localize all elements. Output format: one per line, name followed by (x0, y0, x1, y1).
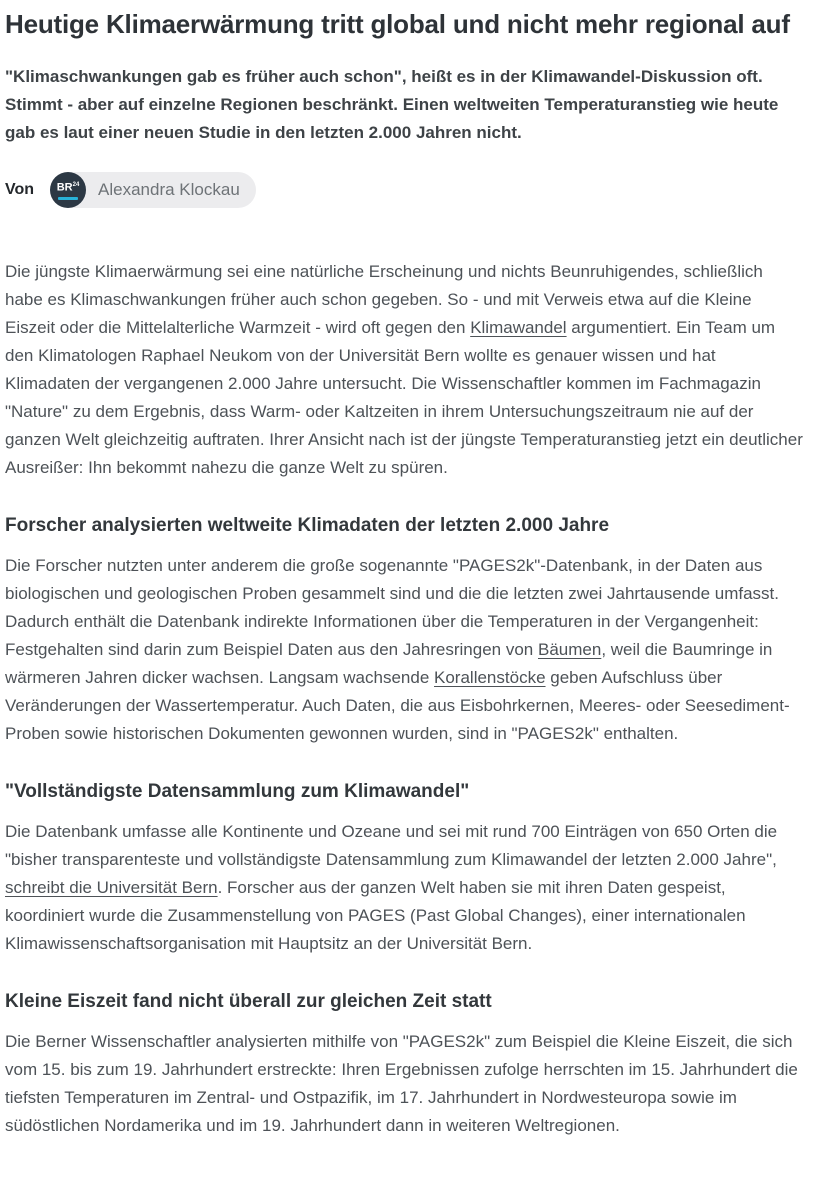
article-section-datensammlung (5, 780, 810, 958)
inline-link[interactable]: schreibt die Universität Bern (5, 878, 218, 897)
author-name: Alexandra Klockau (98, 180, 240, 199)
section-heading: Forscher analysierten weltweite Klimadaten der letzten 2.000 Jahre (5, 515, 610, 536)
article-section-kleine-eiszeit (5, 990, 810, 1140)
br24-logo-icon (50, 172, 86, 208)
inline-link[interactable]: Klimawandel (470, 318, 567, 337)
lede-paragraph: "Klimaschwankungen gab es früher auch schon", heißt es in der Klimawandel-Diskussion oft. Stimmt - aber auf einzelne Regionen beschränkt. Einen weltweiten Temperaturanstieg wie heute gab es laut einer neuen Studie in den letzten 2.000 Jahren nicht. (5, 67, 779, 142)
inline-link[interactable]: Bäumen (538, 640, 602, 659)
br24-logo-text: BR$^{24}$ (56, 181, 80, 194)
byline (5, 172, 810, 208)
br24-accent-bar (58, 197, 78, 200)
section-paragraph: Die Berner Wissenschaftler analysierten mithilfe von "PAGES2k" zum Beispiel die Kleine Eiszeit, die sich vom 15. bis zum 19. Jahrhundert erstreckte: Ihren Ergebnissen zufolge herrschten im 15. Jahrhundert die tiefsten Temperaturen im Zentral- und Ostpazifik, im 17. Jahrhundert in Nordwesteuropa sowie im südöstlichen Nordamerika und im 19. Jahrhundert dann in weiteren Weltregionen. (5, 1032, 798, 1135)
headline: Heutige Klimaerwärmung tritt global und nicht mehr regional auf (5, 9, 790, 39)
article-section-pages2k (5, 514, 810, 748)
section-heading: "Vollständigste Datensammlung zum Klimawandel" (5, 781, 470, 802)
section-paragraph: Die Datenbank umfasse alle Kontinente und Ozeane und sei mit rund 700 Einträgen von 650 Orten die "bisher transparenteste und vollständigste Datensammlung zum Klimawandel der letzten 2.000 Jahre", schreibt die Universität Bern. Forscher aus der ganzen Welt haben sie mit ihren Daten gespeist, koordiniert wurde die Zusammenstellung von PAGES (Past Global Changes), einer internationalen Klimawissenschaftsorganisation mit Hauptsitz an der Universität Bern. (5, 822, 778, 953)
intro-paragraph: Die jüngste Klimaerwärmung sei eine natürliche Erscheinung und nichts Beunruhigendes, schließlich habe es Klimaschwankungen früher auch schon gegeben. So - und mit Verweis etwa auf die Kleine Eiszeit oder die Mittelalterliche Warmzeit - wird oft gegen den Klimawandel argumentiert. Ein Team um den Klimatologen Raphael Neukom von der Universität Bern wollte es genauer wissen und hat Klimadaten der vergangenen 2.000 Jahre untersucht. Die Wissenschaftler kommen im Fachmagazin "Nature" zu dem Ergebnis, dass Warm- oder Kaltzeiten in ihrem Untersuchungszeitraum nie auf der ganzen Welt gleichzeitig auftraten. Ihrer Ansicht nach ist der jüngste Temperaturanstieg jetzt ein deutlicher Ausreißer: Ihn bekommt nahezu die ganze Welt zu spüren. (5, 262, 803, 477)
byline-label: Von (5, 181, 35, 198)
author-pill[interactable] (50, 172, 256, 208)
inline-link[interactable]: Korallenstöcke (434, 668, 546, 687)
section-paragraph: Die Forscher nutzten unter anderem die große sogenannte "PAGES2k"-Datenbank, in der Daten aus biologischen und geologischen Proben gesammelt sind und die die letzten zwei Jahrtausende umfasst. Dadurch enthält die Datenbank indirekte Informationen über die Temperaturen in der Vergangenheit: Festgehalten sind darin zum Beispiel Daten aus den Jahresringen von Bäumen, weil die Baumringe in wärmeren Jahren dicker wachsen. Langsam wachsende Korallenstöcke geben Aufschluss über Veränderungen der Wassertemperatur. Auch Daten, die aus Eisbohrkernen, Meeres- oder Seesediment-Proben sowie historischen Dokumenten gewonnen wurden, sind in "PAGES2k" enthalten. (5, 556, 790, 743)
section-heading: Kleine Eiszeit fand nicht überall zur gleichen Zeit statt (5, 991, 492, 1012)
